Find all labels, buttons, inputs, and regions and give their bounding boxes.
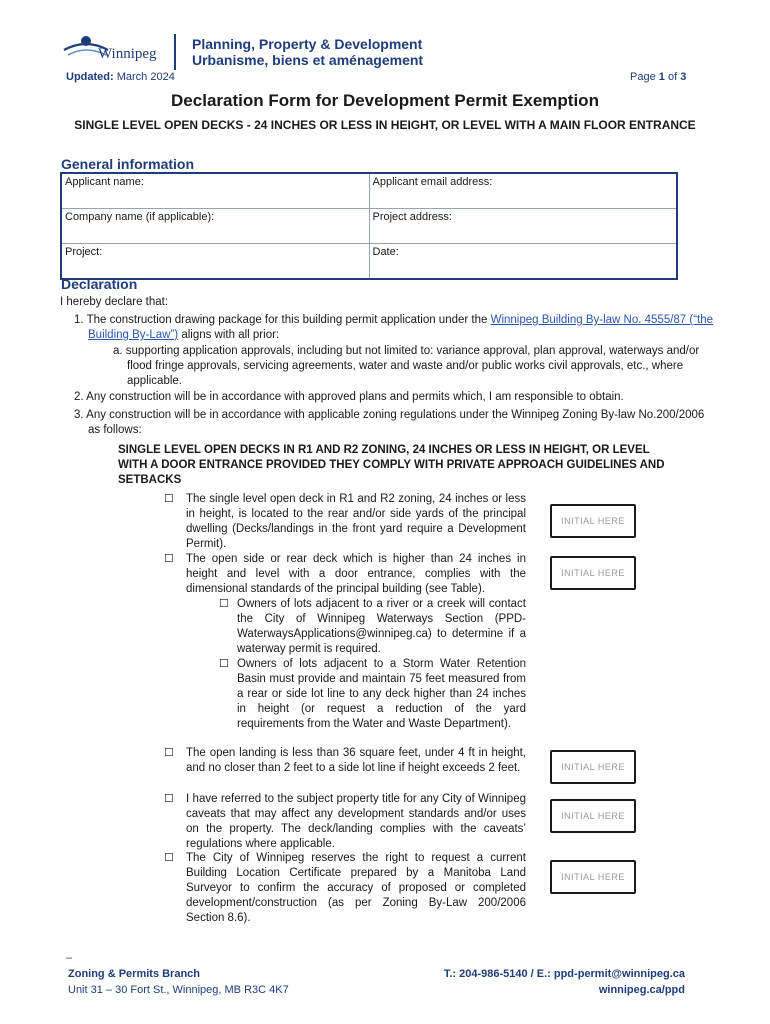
checklist-item-location-certificate: The City of Winnipeg reserves the right to request a current Building Location Certificate prepared by a Manitoba Land Surveyor to confirm the accuracy of proposed or completed development/construction (as per Zoning By-Law 200/2006 Section 8.6).	[186, 852, 526, 924]
header-divider	[174, 34, 176, 70]
date-field[interactable]: Date:	[369, 244, 677, 280]
declaration-item-2: 2. Any construction will be in accordance with approved plans and permits which, I am responsible to obtain.	[74, 391, 624, 403]
initial-here-box-2[interactable]: INITIAL HERE	[550, 556, 636, 590]
footer-website-link[interactable]: winnipeg.ca/ppd	[598, 984, 685, 996]
declaration-item-1a: a. supporting application approvals, including but not limited to: variance approval, plan approval, waterways and/or flood fringe approvals, servicing agreements, water and waste and/or public works civil approvals, etc., where applicable.	[113, 345, 700, 387]
checkbox-waterway[interactable]: ☐	[219, 598, 229, 610]
applicant-name-field[interactable]: Applicant name:	[61, 173, 369, 209]
footer-contact[interactable]: T.: 204-986-5140 / E.: ppd-permit@winnipeg.ca	[443, 968, 685, 980]
checkbox-location-certificate[interactable]: ☐	[164, 852, 174, 864]
logo-wordmark: Winnipeg	[98, 46, 157, 62]
checklist-item-open-landing: The open landing is less than 36 square feet, under 4 ft in height, and no closer than 2 feet to a side lot line if height exceeds 2 feet.	[186, 747, 526, 774]
checklist-item-deck-location: The single level open deck in R1 and R2 zoning, 24 inches or less in height, is located to the rear and/or side yards of the principal dwelling (Decks/landings in the front yard require a Development Permit).	[186, 493, 526, 550]
checklist-item-caveats: I have referred to the subject property title for any City of Winnipeg caveats that may affect any development standards and/or uses on the property. The deck/landing complies with the caveats’ regulations where applicable.	[186, 793, 526, 850]
project-field[interactable]: Project:	[61, 244, 369, 280]
department-name-en: Planning, Property & Development	[192, 36, 423, 52]
general-information-table	[60, 172, 678, 280]
building-bylaw-link[interactable]: Winnipeg Building By-law No. 4555/87 (“the Building By-Law”)	[88, 314, 714, 341]
company-name-field[interactable]: Company name (if applicable):	[61, 209, 369, 244]
department-name-fr: Urbanisme, biens et aménagement	[192, 52, 424, 68]
initial-here-box-4[interactable]: INITIAL HERE	[550, 799, 636, 833]
zoning-heading: SINGLE LEVEL OPEN DECKS IN R1 AND R2 ZONING, 24 INCHES OR LESS IN HEIGHT, OR LEVEL WITH A DOOR ENTRANCE PROVIDED THEY COMPLY WITH PRIVATE APPROACH GUIDELINES AND SETBACKS	[118, 444, 665, 486]
initial-here-box-5[interactable]: INITIAL HERE	[550, 860, 636, 894]
general-information-heading: General information	[61, 156, 195, 172]
footer-dash: –	[66, 952, 73, 964]
footer-address: Unit 31 – 30 Fort St., Winnipeg, MB R3C 4K7	[68, 984, 289, 996]
page-number: Page 1 of 3	[630, 71, 687, 83]
declaration-heading: Declaration	[61, 276, 138, 292]
checkbox-storm-basin[interactable]: ☐	[219, 658, 229, 670]
initial-here-box-1[interactable]: INITIAL HERE	[550, 504, 636, 538]
initial-here-box-3[interactable]: INITIAL HERE	[550, 750, 636, 784]
form-subtitle: SINGLE LEVEL OPEN DECKS - 24 INCHES OR LESS IN HEIGHT, OR LEVEL WITH A MAIN FLOOR ENTRANCE	[74, 118, 696, 132]
declaration-item-1: 1. The construction drawing package for this building permit application under the Winnipeg Building By-law No. 4555/87 (“the Building By-Law”) aligns with all prior:	[74, 314, 714, 341]
form-title: Declaration Form for Development Permit Exemption	[171, 91, 599, 110]
project-address-field[interactable]: Project address:	[369, 209, 677, 244]
footer-branch: Zoning & Permits Branch	[68, 968, 201, 980]
declaration-intro: I hereby declare that:	[60, 296, 169, 308]
checklist-item-deck-height: The open side or rear deck which is higher than 24 inches in height and level with a door entrance, complies with the dimensional standards of the principal building (see Table).	[186, 553, 526, 595]
subitem-waterway: Owners of lots adjacent to a river or a creek will contact the City of Winnipeg Waterways Section (PPD-WaterwaysApplications@winnipeg.ca) to determine if a waterway permit is required.	[237, 598, 526, 655]
checkbox-deck-height[interactable]: ☐	[164, 553, 174, 565]
checkbox-deck-location[interactable]: ☐	[164, 493, 174, 505]
checkbox-open-landing[interactable]: ☐	[164, 747, 174, 759]
checkbox-caveats[interactable]: ☐	[164, 793, 174, 805]
applicant-email-field[interactable]: Applicant email address:	[369, 173, 677, 209]
declaration-item-3: 3. Any construction will be in accordance with applicable zoning regulations under the Winnipeg Zoning By-law No.200/2006 as follows:	[74, 409, 705, 436]
subitem-storm-basin: Owners of lots adjacent to a Storm Water Retention Basin must provide and maintain 75 feet measured from a rear or side lot line to any deck higher than 24 inches in height (or request a reduction of the yard requirements from the Water and Waste Department).	[237, 658, 526, 730]
updated-date: Updated: March 2024	[66, 71, 175, 83]
